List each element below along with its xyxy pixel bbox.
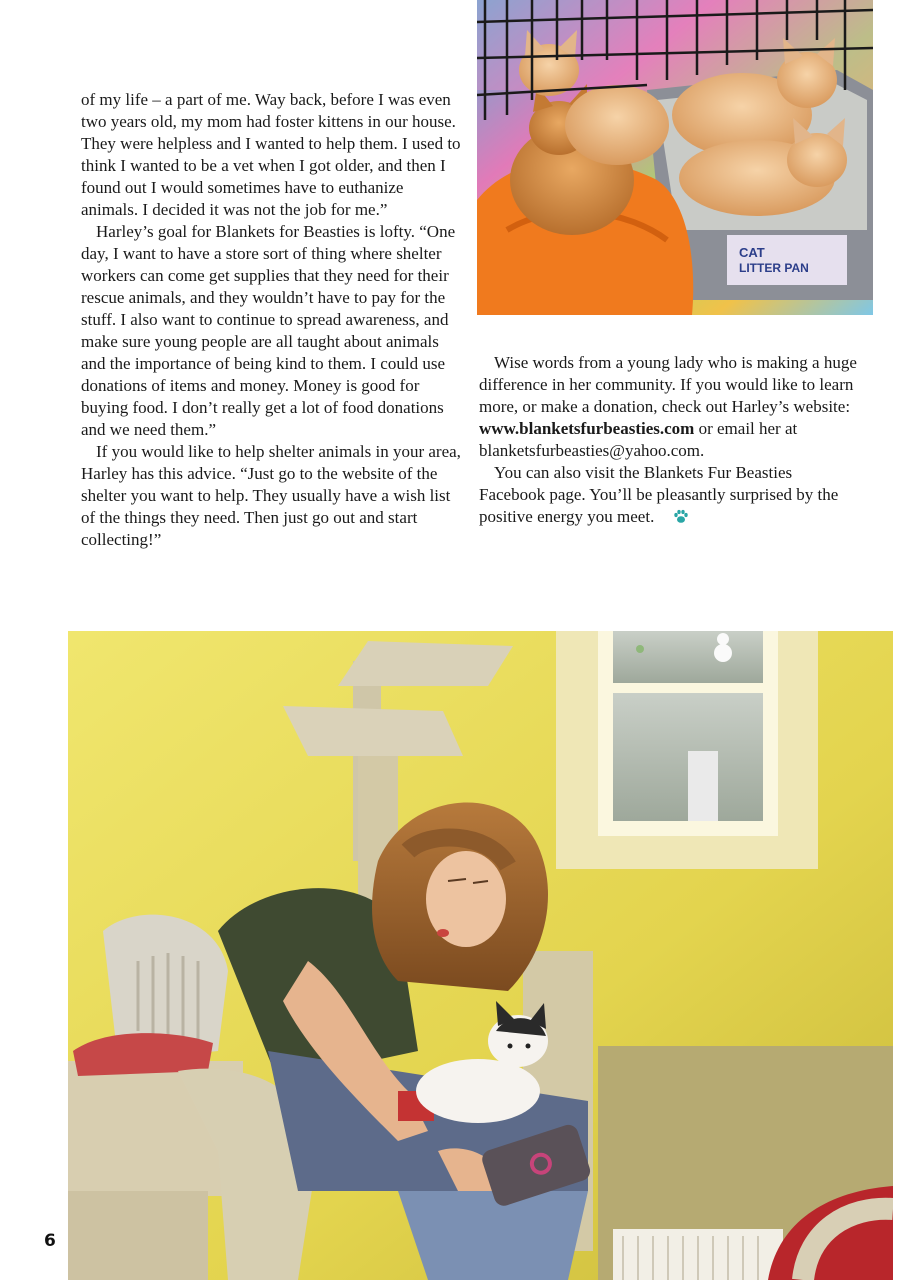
page-number: 6 — [44, 1231, 56, 1251]
paragraph-text: Wise words from a young lady who is making a huge difference in her community. If you would like to learn more, or make a donation, check out Harley’s website: — [479, 353, 857, 416]
website-link[interactable]: www.blanketsfurbeasties.com — [479, 419, 695, 438]
paragraph — [479, 352, 859, 462]
paragraph-text: or email her at blanketsfurbeasties@yahoo.com. — [479, 419, 798, 460]
paragraph: of my life – a part of me. Way back, before I was even two years old, my mom had foster kittens in our house. They were helpless and I wanted to help them. I used to think I wanted to be a vet when I got older, and then I found out I would sometimes have to euthanize animals. I decided it was not the job for me.” — [81, 90, 461, 219]
article-right-column — [479, 352, 859, 530]
svg-text:LITTER PAN: LITTER PAN — [739, 261, 809, 275]
girl-with-kitten-photo — [68, 631, 893, 1280]
kittens-in-cage-photo — [477, 0, 873, 315]
paw-print-icon — [658, 508, 689, 530]
paragraph-text: You can also visit the Blankets Fur Beasties Facebook page. You’ll be pleasantly surprised by the positive energy you meet. — [479, 463, 839, 526]
paragraph: Harley’s goal for Blankets for Beasties is lofty. “One day, I want to have a store sort of thing where shelter workers can come get supplies that they need for their rescue animals, and they wouldn’t have to pay for the stuff. I also want to continue to spread awareness, and make sure young people are all taught about animals and the importance of being kind to them. I could use donations of items and money. Money is good for buying food. I don’t really get a lot of food donations and we need them.” — [81, 222, 456, 439]
svg-text:CAT: CAT — [739, 245, 765, 260]
article-left-column — [81, 89, 461, 551]
paragraph — [479, 462, 859, 530]
paragraph: If you would like to help shelter animals in your area, Harley has this advice. “Just go to the website of the shelter you want to help. They usually have a wish list of the things they need. Then just go out and start collecting!” — [81, 442, 461, 549]
